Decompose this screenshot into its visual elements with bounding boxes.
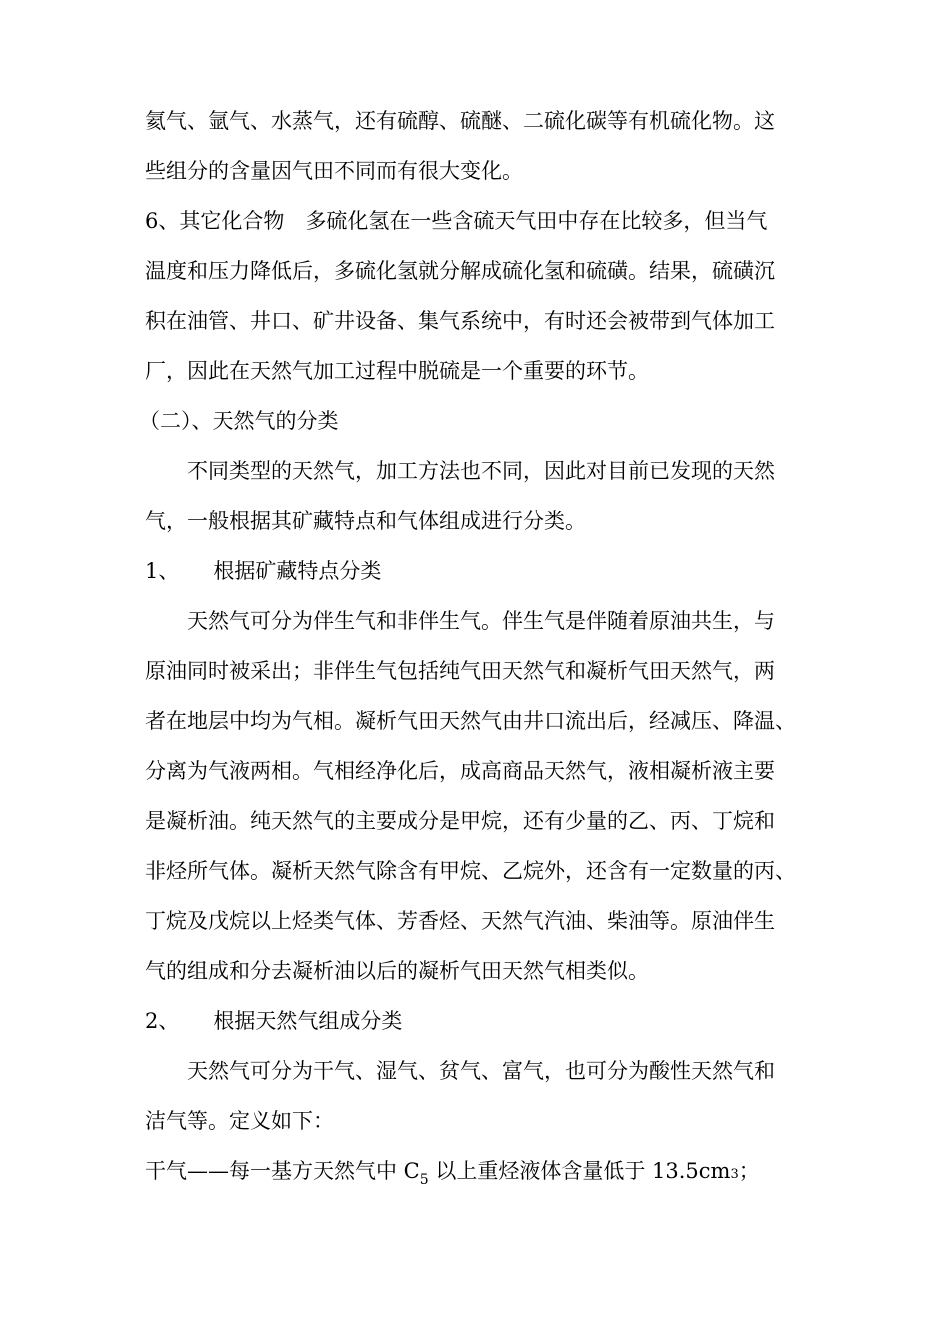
paragraph-line: 者在地层中均为气相。凝析气田天然气由井口流出后，经减压、降温、 bbox=[145, 709, 796, 733]
paragraph-line: 洁气等。定义如下： bbox=[145, 1109, 334, 1133]
heading-number: 1、 bbox=[145, 559, 180, 583]
paragraph-line: 积在油管、井口、矿井设备、集气系统中，有时还会被带到气体加工 bbox=[145, 309, 775, 333]
paragraph-line: 天然气可分为干气、湿气、贫气、富气，也可分为酸性天然气和 bbox=[187, 1059, 775, 1083]
heading-text: 根据矿藏特点分类 bbox=[213, 559, 382, 583]
paragraph-line: 些组分的含量因气田不同而有很大变化。 bbox=[145, 159, 523, 183]
paragraph-line: 温度和压力降低后，多硫化氢就分解成硫化氢和硫磺。结果，硫磺沉 bbox=[145, 259, 775, 283]
paragraph-line: 丁烷及戊烷以上烃类气体、芳香烃、天然气汽油、柴油等。原油伴生 bbox=[145, 909, 775, 933]
paragraph-line: 分离为气液两相。气相经净化后，成高商品天然气，液相凝析液主要 bbox=[145, 759, 775, 783]
definition-text: ； bbox=[738, 1159, 760, 1183]
definition-dry-gas bbox=[145, 1146, 815, 1196]
subscript: 5 bbox=[419, 1172, 429, 1188]
subsection-heading-2 bbox=[145, 996, 815, 1046]
paragraph-line: 不同类型的天然气，加工方法也不同，因此对目前已发现的天然 bbox=[187, 459, 775, 483]
superscript: 3 bbox=[730, 1167, 739, 1182]
heading-text: 根据天然气组成分类 bbox=[213, 1009, 403, 1033]
subsection-heading-1 bbox=[145, 546, 815, 596]
heading-number: 2、 bbox=[145, 1009, 180, 1033]
paragraph-line: 6、其它化合物 多硫化氢在一些含硫天气田中存在比较多，但当气 bbox=[145, 209, 768, 233]
section-heading: （二）、天然气的分类 bbox=[139, 409, 339, 433]
document-body bbox=[139, 96, 815, 1196]
paragraph-line: 非烃所气体。凝析天然气除含有甲烷、乙烷外，还含有一定数量的丙、 bbox=[145, 859, 796, 883]
paragraph-line: 是凝析油。纯天然气的主要成分是甲烷，还有少量的乙、丙、丁烷和 bbox=[145, 809, 775, 833]
definition-text: 干气——每一基方天然气中 C bbox=[145, 1159, 420, 1183]
paragraph-line: 氦气、氩气、水蒸气，还有硫醇、硫醚、二硫化碳等有机硫化物。这 bbox=[145, 109, 775, 133]
paragraph-line: 天然气可分为伴生气和非伴生气。伴生气是伴随着原油共生，与 bbox=[187, 609, 775, 633]
paragraph-line: 原油同时被采出；非伴生气包括纯气田天然气和凝析气田天然气，两 bbox=[145, 659, 775, 683]
definition-text: 以上重烃液体含量低于 13.5cm bbox=[428, 1159, 731, 1183]
paragraph-line: 气，一般根据其矿藏特点和气体组成进行分类。 bbox=[145, 509, 586, 533]
paragraph-line: 气的组成和分去凝析油以后的凝析气田天然气相类似。 bbox=[145, 959, 649, 983]
paragraph-line: 厂，因此在天然气加工过程中脱硫是一个重要的环节。 bbox=[145, 359, 649, 383]
